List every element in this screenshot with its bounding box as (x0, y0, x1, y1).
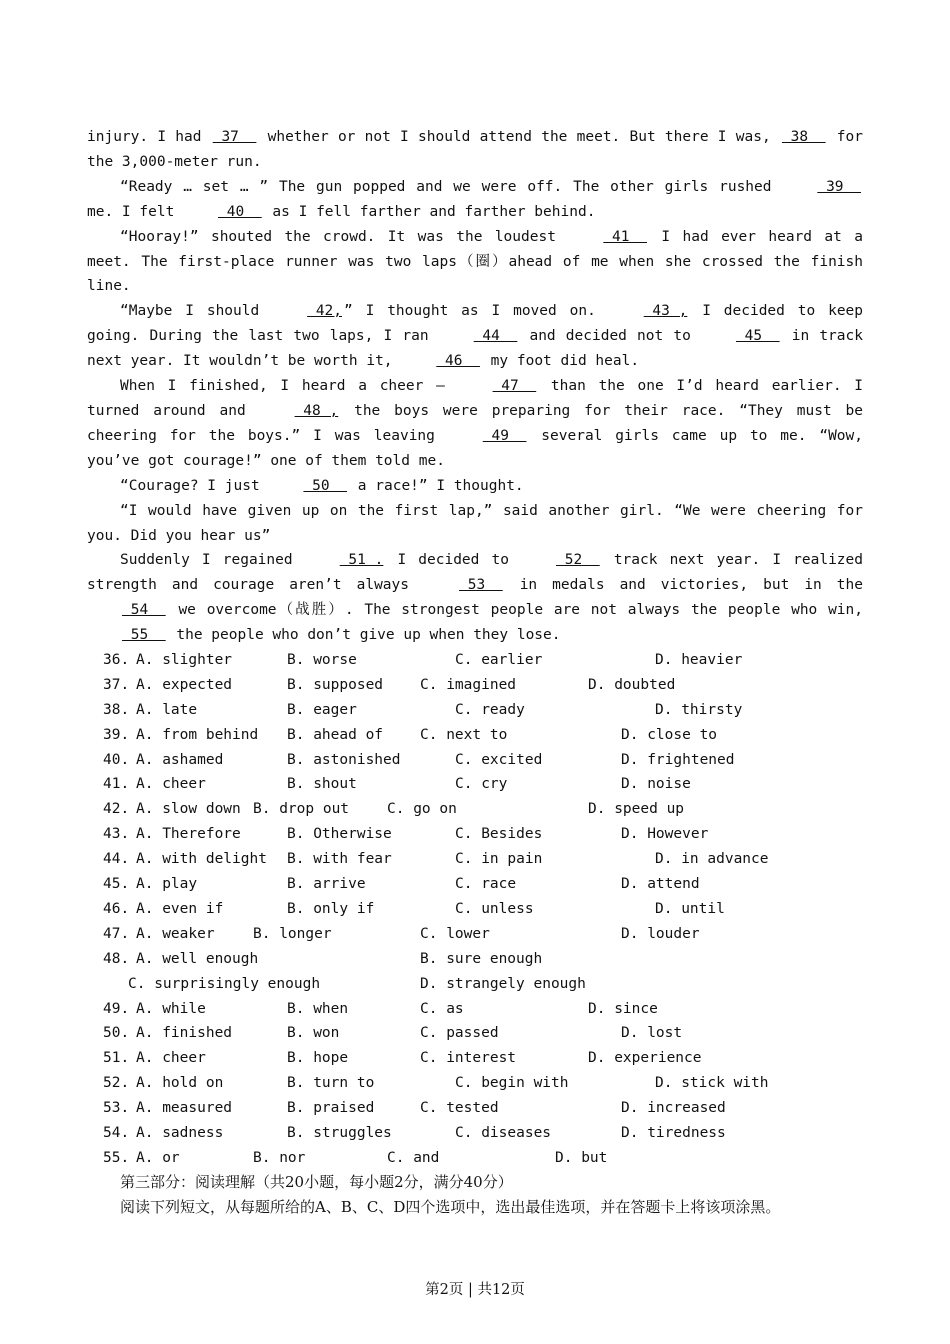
option-c: C. race (455, 876, 517, 893)
option-c: C. tested (420, 1100, 499, 1117)
option-b: B. with fear (287, 851, 392, 868)
question-number: 44. (103, 851, 130, 868)
blank-44: 44 (473, 328, 518, 345)
option-row (87, 947, 863, 972)
option-b: B. arrive (287, 876, 366, 893)
question-number: 43. (103, 826, 130, 843)
blank-55: 55 (122, 627, 166, 644)
blank-48: 48 , (294, 402, 339, 419)
option-c: C. as (420, 1000, 464, 1017)
reading-section-header (120, 1170, 900, 1220)
paragraph-7 (87, 499, 863, 549)
option-a: A. expected (136, 676, 233, 693)
question-number: 36. (103, 652, 130, 669)
option-c: C. ready (455, 701, 525, 718)
option-d: D. stick with (655, 1075, 769, 1092)
option-a: A. sadness (136, 1124, 224, 1141)
option-c: C. next to (420, 726, 508, 743)
paragraph-5 (87, 374, 863, 474)
option-a: A. cheer (136, 776, 206, 793)
option-c: C. earlier (455, 652, 543, 669)
option-b: B. drop out (253, 801, 350, 818)
option-d: D. frightened (621, 751, 735, 768)
blank-49: 49 (482, 427, 527, 444)
option-d: D. but (555, 1149, 608, 1166)
text: than the one I’d heard earlier. I turned around and (87, 378, 864, 419)
option-c: D. strangely enough (420, 975, 586, 992)
option-row (87, 772, 863, 797)
paragraph-6 (87, 474, 863, 499)
blank-42: 42, (307, 303, 343, 320)
option-d: D. speed up (588, 801, 685, 818)
question-number: 37. (103, 676, 130, 693)
option-c: C. lower (420, 925, 490, 942)
option-a: A. late (136, 701, 198, 718)
option-a: A. well enough (136, 950, 259, 967)
option-b: B. won (287, 1025, 340, 1042)
option-row (87, 1046, 863, 1071)
option-b: B. astonished (287, 751, 401, 768)
option-c: C. imagined (420, 676, 517, 693)
option-b: B. eager (287, 701, 357, 718)
blank-47: 47 (492, 378, 537, 395)
paragraph-3 (87, 225, 863, 300)
option-a: A. with delight (136, 851, 267, 868)
blank-38: 38 (781, 129, 826, 145)
option-c: C. in pain (455, 851, 543, 868)
blank-52: 52 (556, 552, 600, 569)
option-row (87, 922, 863, 947)
question-number: 50. (103, 1025, 130, 1042)
text: the people who don’t give up when they lose. (167, 627, 561, 644)
question-number: 53. (103, 1100, 130, 1117)
blank-37: 37 (212, 129, 257, 145)
option-d: D. doubted (588, 676, 676, 693)
option-b: B. supposed (287, 676, 384, 693)
option-row (87, 698, 863, 723)
option-row (87, 673, 863, 698)
text: I decided to (385, 552, 522, 569)
option-d: D. heavier (655, 652, 743, 669)
option-b: B. turn to (287, 1075, 375, 1092)
option-b: B. nor (253, 1149, 306, 1166)
blank-43: 43 , (643, 303, 688, 320)
cloze-passage (87, 125, 863, 1171)
question-number: 39. (103, 726, 130, 743)
text: me. I felt (87, 203, 184, 220)
text: “I would have given up on the first lap,” said another girl. “We were cheering for you. Did you hear us” (87, 502, 863, 544)
question-number: 38. (103, 701, 130, 718)
blank-46: 46 (436, 353, 480, 370)
blank-40: 40 (218, 203, 262, 220)
text: in medals and victories, but in the (504, 577, 863, 594)
option-row (87, 872, 863, 897)
text: for the 3,000-meter run. (87, 129, 863, 170)
section-title: 第三部分：阅读理解（共20小题，每小题2分，满分40分） (120, 1173, 513, 1191)
text: Suddenly I regained (120, 552, 305, 569)
paragraph-1 (87, 125, 863, 175)
text: “Courage? I just (120, 477, 269, 494)
paragraph-4 (87, 299, 863, 374)
text: whether or not I should attend the meet. But there I was, (258, 129, 780, 145)
options-list (87, 648, 863, 1171)
option-a: A. cheer (136, 1050, 206, 1067)
blank-54: 54 (122, 602, 166, 619)
text: in track next year. It wouldn’t be worth it, (87, 328, 863, 370)
text: several girls came up to me. “Wow, you’ve got courage!” one of them told me. (87, 427, 863, 469)
option-c: C. unless (455, 900, 534, 917)
option-row (87, 997, 863, 1022)
option-d: D. louder (621, 925, 700, 942)
option-d: D. until (655, 900, 725, 917)
question-number: 41. (103, 776, 130, 793)
option-d: D. However (621, 826, 709, 843)
text: “Hooray!” shouted the crowd. It was the loudest (120, 228, 569, 245)
text: we overcome（战胜）. The strongest people are not always the people who win, (167, 602, 863, 619)
option-a: A. measured (136, 1100, 233, 1117)
text: as I fell farther and farther behind. (263, 203, 596, 220)
option-row (87, 972, 863, 997)
option-a: A. even if (136, 900, 224, 917)
option-c: C. passed (420, 1025, 499, 1042)
text: I had ever heard at a meet. The first-place runner was two laps（圈）ahead of me when she crossed the finish line. (87, 228, 864, 295)
option-row (87, 1071, 863, 1096)
option-d: D. in advance (655, 851, 769, 868)
option-b: B. Otherwise (287, 826, 392, 843)
option-a: A. ashamed (136, 751, 224, 768)
option-b: B. ahead of (287, 726, 384, 743)
text: and decided not to (519, 328, 701, 345)
option-d: D. since (588, 1000, 658, 1017)
question-number: 55. (103, 1149, 130, 1166)
paragraph-2 (87, 175, 863, 225)
option-c: C. cry (455, 776, 508, 793)
option-b: B. only if (287, 900, 375, 917)
blank-50: 50 (303, 477, 348, 494)
text: ” I thought as I moved on. (344, 303, 609, 320)
option-a: A. Therefore (136, 826, 241, 843)
option-c: C. begin with (455, 1075, 569, 1092)
option-row (87, 847, 863, 872)
text: a race!” I thought. (349, 477, 524, 494)
option-row (87, 1146, 863, 1171)
blank-39: 39 (817, 178, 861, 195)
option-d: D. thirsty (655, 701, 743, 718)
text: the boys were preparing for their race. “They must be cheering for the boys.” I was leaving (87, 402, 864, 444)
blank-45: 45 (735, 328, 780, 345)
option-row (87, 797, 863, 822)
blank-51: 51 . (339, 552, 384, 569)
option-b: B. shout (287, 776, 357, 793)
text: track next year. I realized strength and courage aren’t always (87, 552, 863, 594)
option-b: B. struggles (287, 1124, 392, 1141)
option-a: C. surprisingly enough (128, 975, 321, 992)
text: my foot did heal. (481, 353, 640, 370)
option-row (87, 723, 863, 748)
option-row (87, 1096, 863, 1121)
option-row (87, 897, 863, 922)
text: “Ready … set … ” The gun popped and we were off. The other girls rushed (120, 178, 783, 195)
paragraph-8 (87, 548, 863, 648)
question-number: 51. (103, 1050, 130, 1067)
option-a: A. from behind (136, 726, 259, 743)
option-a: A. play (136, 876, 198, 893)
text: I decided to keep going. During the last two laps, I ran (87, 303, 864, 345)
option-c: C. interest (420, 1050, 517, 1067)
text: When I finished, I heard a cheer — (120, 378, 458, 395)
option-c: C. go on (387, 801, 457, 818)
text: injury. I had (87, 129, 211, 145)
option-d: D. close to (621, 726, 718, 743)
page-footer: 第2页 | 共12页 (425, 1282, 525, 1298)
option-d: D. tiredness (621, 1124, 726, 1141)
question-number: 49. (103, 1000, 130, 1017)
option-b: B. longer (253, 925, 332, 942)
option-b: B. when (287, 1000, 349, 1017)
option-d: D. lost (621, 1025, 683, 1042)
option-c: C. Besides (455, 826, 543, 843)
option-a: A. or (136, 1149, 180, 1166)
option-a: A. weaker (136, 925, 215, 942)
option-d: D. experience (588, 1050, 702, 1067)
option-d: D. noise (621, 776, 691, 793)
option-a: A. while (136, 1000, 206, 1017)
blank-53: 53 (459, 577, 503, 594)
question-number: 40. (103, 751, 130, 768)
blank-41: 41 (603, 228, 647, 245)
option-b: B. worse (287, 652, 357, 669)
option-a: A. slow down (136, 801, 241, 818)
option-b: B. praised (287, 1100, 375, 1117)
option-row (87, 748, 863, 773)
question-number: 52. (103, 1075, 130, 1092)
question-number: 46. (103, 900, 130, 917)
question-number: 54. (103, 1124, 130, 1141)
option-row (87, 822, 863, 847)
text: “Maybe I should (120, 303, 273, 320)
option-a: A. finished (136, 1025, 233, 1042)
question-number: 47. (103, 925, 130, 942)
option-c: B. sure enough (420, 950, 543, 967)
option-c: C. excited (455, 751, 543, 768)
option-b: B. hope (287, 1050, 349, 1067)
question-number: 48. (103, 950, 130, 967)
option-c: C. diseases (455, 1124, 552, 1141)
question-number: 42. (103, 801, 130, 818)
option-d: D. attend (621, 876, 700, 893)
question-number: 45. (103, 876, 130, 893)
option-d: D. increased (621, 1100, 726, 1117)
option-c: C. and (387, 1149, 440, 1166)
option-a: A. hold on (136, 1075, 224, 1092)
option-a: A. slighter (136, 652, 233, 669)
option-row (87, 1121, 863, 1146)
option-row (87, 1021, 863, 1046)
option-row (87, 648, 863, 673)
section-instruction: 阅读下列短文，从每题所给的A、B、C、D四个选项中，选出最佳选项，并在答题卡上将该项涂黑。 (120, 1198, 781, 1216)
